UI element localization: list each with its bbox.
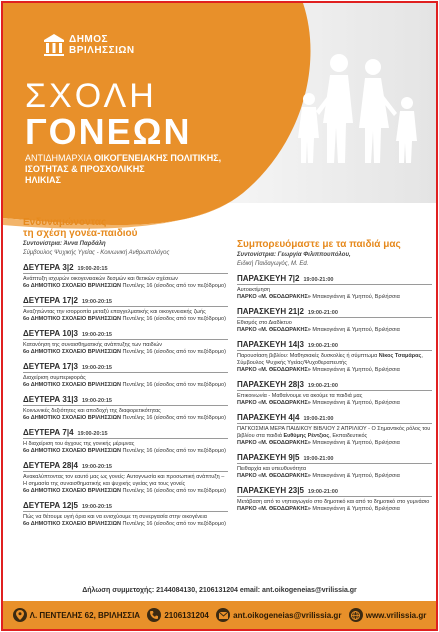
left-date-line xyxy=(23,461,228,470)
left-date: ΔΕΥΤΕΡΑ 3|2 xyxy=(23,263,74,272)
right-date-line xyxy=(237,453,432,462)
left-address: Πεντέλης 16 (είσοδος από τον πεζόδρομο) xyxy=(121,488,226,494)
right-date: ΠΑΡΑΣΚΕΥΗ 7|2 xyxy=(237,274,300,283)
right-speaker-name: Νίκος Τσαμάρας xyxy=(378,353,422,359)
right-venue: ΠΑΡΚΟ «Μ. ΘΕΟΔΩΡΑΚΗΣ» xyxy=(237,367,311,373)
poster xyxy=(1,1,438,631)
footer-bar xyxy=(3,601,436,629)
left-description-text: Ανακαλύπτοντας τον εαυτό μας ως γονείς: Αυτογνωσία και προσωπική ανάπτυξη – Η σημασία της συναισθηματικής και ψυχικής υγείας για τους γονείς xyxy=(23,474,225,487)
left-description xyxy=(23,441,228,448)
right-location xyxy=(237,294,432,301)
left-time: 19:00-20:15 xyxy=(81,504,112,510)
left-time: 19:00-20:15 xyxy=(81,464,112,470)
right-date: ΠΑΡΑΣΚΕΥΗ 21|2 xyxy=(237,307,304,316)
left-date-line xyxy=(23,263,228,272)
left-program-column xyxy=(23,217,228,528)
right-description-text: Επικοινωνία - Μαθαίνουμε να ακούμε τα παιδιά μας xyxy=(237,393,363,399)
right-description-text: ΠΑΓΚΟΣΜΙΑ ΜΕΡΑ ΠΑΙΔΙΚΟΥ ΒΙΒΛΙΟΥ 2 ΑΠΡΙΛΙΟΥ - Ο Σημαντικός ρόλος του βιβλίου στα παιδιά xyxy=(237,426,431,439)
right-description xyxy=(237,320,432,327)
right-entry xyxy=(237,274,432,301)
family-silhouette-icon xyxy=(298,54,417,163)
right-coordinator-name: Γεωργία Φιλιππουπόλου, xyxy=(277,252,351,258)
right-description xyxy=(237,287,432,294)
right-description-text: Εθισμός στο Διαδίκτυο xyxy=(237,320,292,326)
right-description xyxy=(237,466,432,473)
right-date: ΠΑΡΑΣΚΕΥΗ 23|5 xyxy=(237,486,304,495)
left-divider xyxy=(23,405,228,406)
footer-email-text: ant.oikogeneias@vrilissia.gr xyxy=(233,610,342,620)
right-address: Μπακογιάννη & Υμηττού, Βριλήσσια xyxy=(310,367,400,373)
left-address: Πεντέλης 16 (είσοδος από τον πεζόδρομο) xyxy=(121,316,226,322)
left-address: Πεντέλης 16 (είσοδος από τον πεζόδρομο) xyxy=(121,521,226,527)
left-time: 19:00-20:15 xyxy=(81,332,112,338)
right-speaker-role: , Εκπαιδευτικός xyxy=(329,433,368,439)
right-divider xyxy=(237,350,432,351)
right-address: Μπακογιάννη & Υμηττού, Βριλήσσια xyxy=(310,440,400,446)
right-location xyxy=(237,440,432,447)
left-description-text: Ανάπτυξη ισχυρών οικογενειακών δεσμών και θετικών σχέσεων xyxy=(23,276,178,282)
left-coordinator xyxy=(23,240,228,248)
footer-address xyxy=(13,608,140,622)
left-description xyxy=(23,276,228,283)
left-date: ΔΕΥΤΕΡΑ 17|2 xyxy=(23,296,78,305)
left-location xyxy=(23,349,228,356)
right-description-text: Μετάβαση από το νηπιαγωγείο στο δημοτικό και από το δημοτικό στο γυμνάσιο xyxy=(237,499,430,505)
left-venue: 6ο ΔΗΜΟΤΙΚΟ ΣΧΟΛΕΙΟ ΒΡΙΛΗΣΣΙΩΝ xyxy=(23,488,122,494)
left-time: 19:00-20:15 xyxy=(81,299,112,305)
right-description xyxy=(237,426,432,440)
right-entries-list xyxy=(237,274,432,513)
right-venue: ΠΑΡΚΟ «Μ. ΘΕΟΔΩΡΑΚΗΣ» xyxy=(237,294,311,300)
left-description-text: Η διαχείριση του άγχους της γονικής μέριμνας xyxy=(23,441,135,447)
right-venue: ΠΑΡΚΟ «Μ. ΘΕΟΔΩΡΑΚΗΣ» xyxy=(237,327,311,333)
left-entries-list xyxy=(23,263,228,528)
left-description-text: Κοινωνικές δεξιότητες και αποδοχή της διαφορετικότητας xyxy=(23,408,161,414)
right-date-line xyxy=(237,486,432,495)
title-line-2: ΓΟΝΕΩΝ xyxy=(25,111,192,152)
left-divider xyxy=(23,511,228,512)
left-divider xyxy=(23,339,228,340)
left-address: Πεντέλης 16 (είσοδος από τον πεζόδρομο) xyxy=(121,448,226,454)
right-date-line xyxy=(237,274,432,283)
left-location xyxy=(23,521,228,528)
registration-contact: Δήλωση συμμετοχής: 2144084130, 2106131204 email: ant.oikogeneias@vrilissia.gr xyxy=(82,587,357,594)
left-venue: 6ο ΔΗΜΟΤΙΚΟ ΣΧΟΛΕΙΟ ΒΡΙΛΗΣΣΙΩΝ xyxy=(23,349,122,355)
right-date: ΠΑΡΑΣΚΕΥΗ 4|4 xyxy=(237,413,300,422)
left-time: 19:00-20:15 xyxy=(81,398,112,404)
right-description-text: Παρουσίαση βιβλίου: Μαθησιακές δυσκολίες ή σύμπτωμα xyxy=(237,353,378,359)
left-venue: 6ο ΔΗΜΟΤΙΚΟ ΣΧΟΛΕΙΟ ΒΡΙΛΗΣΣΙΩΝ xyxy=(23,283,122,289)
right-date: ΠΑΡΑΣΚΕΥΗ 28|3 xyxy=(237,380,304,389)
right-location xyxy=(237,400,432,407)
right-section-heading: Συμπορευόμαστε με τα παιδιά μας xyxy=(237,239,401,250)
right-date: ΠΑΡΑΣΚΕΥΗ 9|5 xyxy=(237,453,300,462)
left-date: ΔΕΥΤΕΡΑ 10|3 xyxy=(23,329,78,338)
right-venue: ΠΑΡΚΟ «Μ. ΘΕΟΔΩΡΑΚΗΣ» xyxy=(237,506,311,512)
left-address: Πεντέλης 16 (είσοδος από τον πεζόδρομο) xyxy=(121,349,226,355)
left-section-heading-2: τη σχέση γονέα-παιδιού xyxy=(23,228,138,239)
right-address: Μπακογιάννη & Υμηττού, Βριλήσσια xyxy=(310,327,400,333)
left-entry xyxy=(23,428,228,455)
right-time: 19:00-21:00 xyxy=(303,416,334,422)
right-coordinator xyxy=(237,251,432,259)
right-address: Μπακογιάννη & Υμηττού, Βριλήσσια xyxy=(310,294,400,300)
footer-website-text: www.vrilissia.gr xyxy=(365,610,427,620)
right-description xyxy=(237,353,432,367)
right-entry xyxy=(237,453,432,480)
logo-text-line-1: ΔΗΜΟΣ xyxy=(69,34,109,45)
left-venue: 6ο ΔΗΜΟΤΙΚΟ ΣΧΟΛΕΙΟ ΒΡΙΛΗΣΣΙΩΝ xyxy=(23,382,122,388)
right-divider xyxy=(237,284,432,285)
left-entry xyxy=(23,501,228,528)
left-location xyxy=(23,448,228,455)
footer-email[interactable] xyxy=(216,608,341,622)
left-entry xyxy=(23,263,228,290)
right-time: 19:00-21:00 xyxy=(303,277,334,283)
left-description xyxy=(23,342,228,349)
right-description xyxy=(237,393,432,400)
footer-address-text: Λ. ΠΕΝΤΕΛΗΣ 62, ΒΡΙΛΗΣΣΙΑ xyxy=(29,610,141,620)
right-time: 19:00-21:00 xyxy=(307,383,338,389)
left-date: ΔΕΥΤΕΡΑ 28|4 xyxy=(23,461,78,470)
title-line-1: ΣΧΟΛΗ xyxy=(25,77,157,115)
left-entry xyxy=(23,329,228,356)
right-description xyxy=(237,499,432,506)
right-divider xyxy=(237,496,432,497)
right-coordinator-label: Συντονίστρια: xyxy=(237,252,278,258)
left-time: 19:00-20:15 xyxy=(77,431,108,437)
location-icon xyxy=(13,608,27,622)
left-entry xyxy=(23,461,228,495)
footer-phone[interactable] xyxy=(147,608,209,622)
left-address: Πεντέλης 16 (είσοδος από τον πεζόδρομο) xyxy=(121,283,226,289)
logo-mark-icon xyxy=(43,33,65,57)
right-location xyxy=(237,327,432,334)
left-date-line xyxy=(23,296,228,305)
left-description-text: Διαχείριση συμπεριφοράς xyxy=(23,375,86,381)
left-date-line xyxy=(23,362,228,371)
right-time: 19:00-21:00 xyxy=(307,310,338,316)
left-entry xyxy=(23,362,228,389)
right-address: Μπακογιάννη & Υμηττού, Βριλήσσια xyxy=(310,400,400,406)
left-coordinator-label: Συντονίστρια: xyxy=(23,241,64,247)
left-description xyxy=(23,375,228,382)
footer-phone-text: 2106131204 xyxy=(164,610,209,620)
left-description xyxy=(23,309,228,316)
left-address: Πεντέλης 16 (είσοδος από τον πεζόδρομο) xyxy=(121,415,226,421)
right-date-line xyxy=(237,340,432,349)
right-time: 19:00-21:00 xyxy=(307,343,338,349)
left-date-line xyxy=(23,395,228,404)
left-section-heading-1: Ενδυναμώνοντας xyxy=(23,217,107,228)
left-location xyxy=(23,488,228,495)
right-speaker-name: Ευθύμης Ρέντζιος xyxy=(283,433,330,439)
right-entry xyxy=(237,380,432,407)
left-description-text: Κατανόηση της συναισθηματικής ανάπτυξης των παιδιών xyxy=(23,342,163,348)
right-divider xyxy=(237,390,432,391)
right-program-column xyxy=(237,239,432,513)
left-divider xyxy=(23,306,228,307)
left-date: ΔΕΥΤΕΡΑ 31|3 xyxy=(23,395,78,404)
right-address: Μπακογιάννη & Υμηττού, Βριλήσσια xyxy=(310,506,400,512)
right-time: 19:00-21:00 xyxy=(303,456,334,462)
left-location xyxy=(23,415,228,422)
left-time: 19:00-20:15 xyxy=(77,266,108,272)
left-date: ΔΕΥΤΕΡΑ 12|5 xyxy=(23,501,78,510)
right-date-line xyxy=(237,307,432,316)
email-icon xyxy=(216,608,230,622)
left-date-line xyxy=(23,329,228,338)
right-entry xyxy=(237,486,432,513)
left-description-text: Πώς να θέτουμε υγιή όρια και να ενισχύουμε τη συνεργασία στην οικογένεια xyxy=(23,514,207,520)
left-address: Πεντέλης 16 (είσοδος από τον πεζόδρομο) xyxy=(121,382,226,388)
left-entry xyxy=(23,395,228,422)
left-description xyxy=(23,408,228,415)
subtitle-line-2: ΙΣΟΤΗΤΑΣ & ΠΡΟΣΧΟΛΙΚΗΣ xyxy=(25,164,145,174)
right-divider xyxy=(237,317,432,318)
right-location xyxy=(237,506,432,513)
right-entry xyxy=(237,413,432,447)
right-time: 19:00-21:00 xyxy=(307,489,338,495)
municipality-logo xyxy=(43,33,135,57)
left-location xyxy=(23,382,228,389)
left-coordinator-role: Σύμβουλος Ψυχικής Υγείας - Κοινωνική Ανθρωπολόγος xyxy=(23,250,170,256)
left-date-line xyxy=(23,428,228,437)
left-date: ΔΕΥΤΕΡΑ 17|3 xyxy=(23,362,78,371)
right-date: ΠΑΡΑΣΚΕΥΗ 14|3 xyxy=(237,340,304,349)
right-description-text: Πειθαρχία και υπευθυνότητα xyxy=(237,466,307,472)
right-date-line xyxy=(237,380,432,389)
right-venue: ΠΑΡΚΟ «Μ. ΘΕΟΔΩΡΑΚΗΣ» xyxy=(237,473,311,479)
right-location xyxy=(237,367,432,374)
globe-icon xyxy=(349,608,363,622)
left-divider xyxy=(23,471,228,472)
left-venue: 6ο ΔΗΜΟΤΙΚΟ ΣΧΟΛΕΙΟ ΒΡΙΛΗΣΣΙΩΝ xyxy=(23,521,122,527)
right-venue: ΠΑΡΚΟ «Μ. ΘΕΟΔΩΡΑΚΗΣ» xyxy=(237,440,311,446)
right-coordinator-role: Ειδική Παιδαγωγός, M. Ed. xyxy=(237,261,309,267)
left-date-line xyxy=(23,501,228,510)
left-divider xyxy=(23,273,228,274)
subtitle-line-3: ΗΛΙΚΙΑΣ xyxy=(25,175,61,185)
left-divider xyxy=(23,438,228,439)
right-entry xyxy=(237,340,432,374)
right-location xyxy=(237,473,432,480)
right-divider xyxy=(237,463,432,464)
left-divider xyxy=(23,372,228,373)
left-venue: 6ο ΔΗΜΟΤΙΚΟ ΣΧΟΛΕΙΟ ΒΡΙΛΗΣΣΙΩΝ xyxy=(23,316,122,322)
subtitle-line-1-bold: ΟΙΚΟΓΕΝΕΙΑΚΗΣ ΠΟΛΙΤΙΚΗΣ, xyxy=(94,153,222,163)
right-venue: ΠΑΡΚΟ «Μ. ΘΕΟΔΩΡΑΚΗΣ» xyxy=(237,400,311,406)
right-speaker-role: , Σύμβουλος Ψυχικής Υγείας/Ψυχοθεραπευτής xyxy=(237,353,423,366)
phone-icon xyxy=(147,608,161,622)
left-location xyxy=(23,283,228,290)
right-description-text: Αυτοεκτίμηση xyxy=(237,287,271,293)
left-coordinator-name: Άννα Παρδάλη xyxy=(63,241,106,247)
left-location xyxy=(23,316,228,323)
footer-website[interactable] xyxy=(349,608,427,622)
left-time: 19:00-20:15 xyxy=(81,365,112,371)
subtitle-prefix: ΑΝΤΙΔΗΜΑΡΧΙΑ xyxy=(25,153,95,163)
logo-text-line-2: ΒΡΙΛΗΣΣΙΩΝ xyxy=(69,45,135,56)
left-description xyxy=(23,514,228,521)
right-entry xyxy=(237,307,432,334)
right-date-line xyxy=(237,413,432,422)
left-venue: 6ο ΔΗΜΟΤΙΚΟ ΣΧΟΛΕΙΟ ΒΡΙΛΗΣΣΙΩΝ xyxy=(23,415,122,421)
right-address: Μπακογιάννη & Υμηττού, Βριλήσσια xyxy=(310,473,400,479)
left-venue: 6ο ΔΗΜΟΤΙΚΟ ΣΧΟΛΕΙΟ ΒΡΙΛΗΣΣΙΩΝ xyxy=(23,448,122,454)
subtitle-line-1 xyxy=(25,153,221,164)
left-description xyxy=(23,474,228,488)
right-divider xyxy=(237,423,432,424)
left-description-text: Αναζητώντας την ισορροπία μεταξύ επαγγελματικής και οικογενειακής ζωής xyxy=(23,309,206,315)
left-entry xyxy=(23,296,228,323)
left-date: ΔΕΥΤΕΡΑ 7|4 xyxy=(23,428,74,437)
